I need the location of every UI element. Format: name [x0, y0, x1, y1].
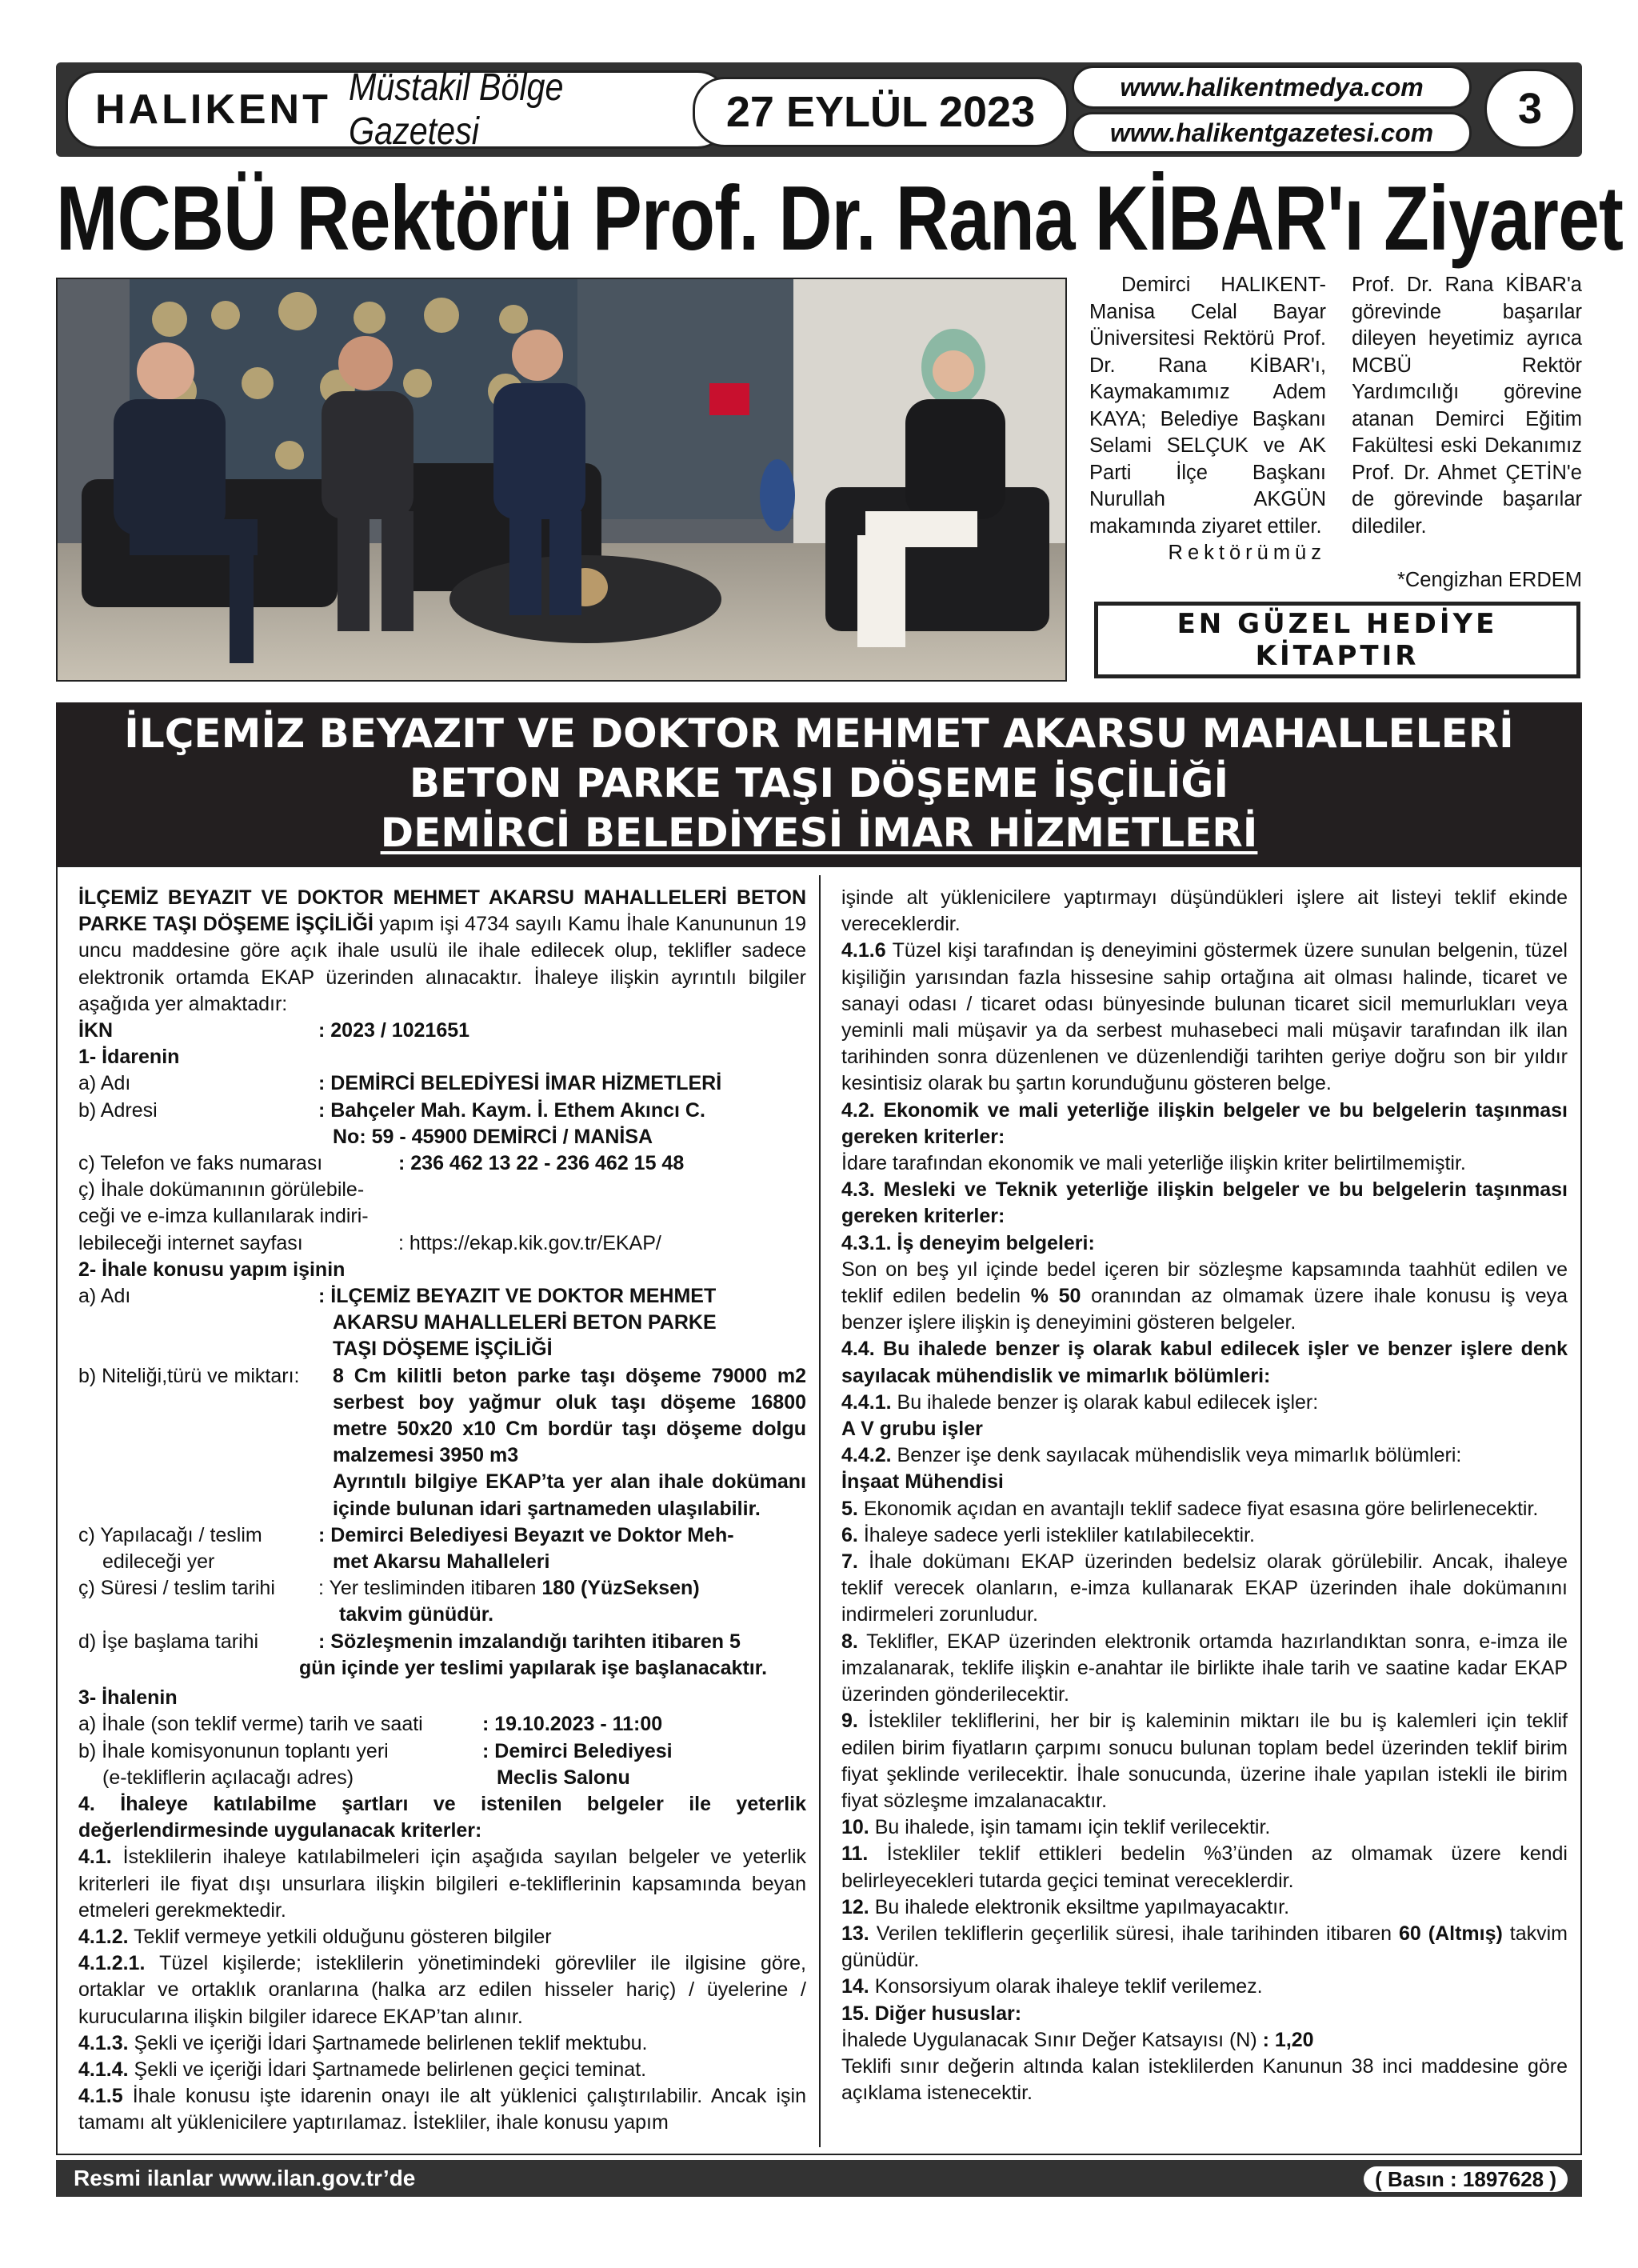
website-link-2[interactable]: www.halikentgazetesi.com: [1072, 112, 1472, 154]
tender-banner: [56, 702, 1582, 866]
tender-banner-authority: DEMİRCİ BELEDİYESİ İMAR HİZMETLERİ: [380, 810, 1258, 856]
book-gift-line-2: KİTAPTIR: [1255, 640, 1420, 672]
news-photo: [56, 278, 1067, 682]
news-headline: MCBÜ Rektörü Prof. Dr. Rana KİBAR'ı Ziyaret: [56, 168, 1624, 270]
section-1-title: 1- İdarenin: [78, 1046, 180, 1069]
masthead: [56, 62, 1582, 157]
ekap-link[interactable]: : https://ekap.kik.gov.tr/EKAP/: [398, 1231, 661, 1254]
issue-date: 27 EYLÜL 2023: [693, 77, 1069, 147]
paper-subtitle: Müstakil Bölge Gazetesi: [348, 66, 564, 153]
paper-name-box: [66, 66, 729, 153]
paper-name: HALIKENT: [95, 86, 331, 133]
news-column-1: [1089, 272, 1326, 567]
section-2-title: 2- İhale konusu yapım işinin: [78, 1258, 346, 1281]
page-number: 3: [1484, 69, 1576, 149]
website-link-1[interactable]: www.halikentmedya.com: [1072, 66, 1472, 109]
tender-notice: [56, 866, 1582, 2155]
footer-bar: [56, 2160, 1582, 2197]
book-gift-box: [1094, 602, 1580, 678]
news-paragraph-1: Demirci HALIKENT- Manisa Celal Bayar Üniversitesi Rektörü Prof. Dr. Rana KİBAR'ı, Kaymakamımız Adem KAYA; Belediye Başkanı Selami SELÇUK ve AK Parti İlçe Başkanı Nurullah AKGÜN makamında ziyaret ettiler.: [1089, 274, 1326, 538]
tender-banner-title-2: BETON PARKE TAŞI DÖŞEME İŞÇİLİĞİ: [409, 760, 1229, 806]
book-gift-line-1: EN GÜZEL HEDİYE: [1177, 608, 1498, 640]
news-photo-illustration: [58, 279, 1067, 682]
tender-column-right: işinde alt yüklenicilere yaptırmayı düşündükleri işlere ait listeyi teklif ekinde vereceklerdir. 4.1.6 Tüzel kişi tarafından iş deneyimini göstermek üzere sunulan belgenin, tüzel kişiliğin yarısından fazla hissesine sahip ortağına ait olması halinde, ticaret ve sanayi odası / ticaret odası bünyesinde bulunan ticaret sicil memurlukları veya yeminli mali müşavir ya da serbest muhasebeci mali müşavir tarafından ilk ilan tarihinden sonra düzenlenen ve düzenlendiği tarihten geriye doğru son bir yıldır kesintisiz olarak bu şartın korunduğunu gösteren belge. 4.2. Ekonomik ve mali yeterliğe ilişkin belgeler ve bu belgelerin taşınması gereken kriterler: İdare tarafından ekonomik ve mali yeterliğe ilişkin kriter belirtilmemiştir. 4.3. Mesleki ve Teknik yeterliğe ilişkin belgeler ve bu belgelerin taşınması gereken kriterler: 4.3.1. İş deneyim belgeleri: Son on beş yıl içinde bedel içeren bir sözleşme kapsamında taahhüt edilen ve teklif edilen bedelin % 50 oranından az olmamak üzere ihale konusu iş veya benzer işlere ilişkin iş deneyimini gösteren belgeler. 4.4. Bu ihalede benzer iş olarak kabul edilecek işler ve benzer işlere denk sayılacak mühendislik ve mimarlık bölümleri: 4.4.1. Bu ihalede benzer iş olarak kabul edilecek işler: A V grubu işler 4.4.2. Benzer işe denk sayılacak mühendislik veya mimarlık bölümleri: İnşaat Mühendisi 5. Ekonomik açıdan en avantajlı teklif sadece fiyat esasına göre belirlenecektir. 6. İhaleye sadece yerli istekliler katılabilecektir. 7. İhale dokümanı EKAP üzerinden bedelsiz olarak görülebilir. Ancak, ihaleye teklif verecek olanların, e-imza kullanarak EKAP üzerinden ihale dokümanını indirmeleri zorunludur. 8. Teklifler, EKAP üzerinden elektronik ortamda hazırlandıktan sonra, e-imza ile imzalanarak, teklife ilişkin e-anahtar ile birlikte ihale tarih ve saatine kadar EKAP üzerinden gönderilecektir. 9. İstekliler tekliflerini, her bir iş kaleminin miktarı ile bu iş kalemleri için teklif edilen birim fiyatların çarpımı sonucu bulunan toplam bedel üzerinden teklif birim fiyat şeklinde verilecektir. İhale sonucunda, üzerine ihale yapılan istekli ile birim fiyat sözleşme imzalanacaktır. 10. Bu ihalede, işin tamamı için teklif verilecektir. 11. İstekliler teklif ettikleri bedelin %3’ünden az olmamak üzere kendi belirleyecekleri tutarda geçici teminat vereceklerdir. 12. Bu ihalede elektronik eksiltme yapılmayacaktır. 13. Verilen tekliflerin geçerlilik süresi, ihale tarihinden itibaren 60 (Altmış) takvim günüdür. 14. Konsorsiyum olarak ihaleye teklif verilemez. 15. Diğer hususlar: İhalede Uygulanacak Sınır Değer Katsayısı (N) : 1,20 Teklifi sınır değerin altında kalan isteklilerden Kanunun 38 inci maddesine göre açıklama istenecektir.: [841, 886, 1568, 2105]
news-paragraph-1-tail: Rektörümüz: [1168, 542, 1326, 564]
news-signature: *Cengizhan ERDEM: [1396, 569, 1582, 591]
tender-banner-title-1: İLÇEMİZ BEYAZIT VE DOKTOR MEHMET AKARSU MAHALLELERİ: [124, 710, 1514, 757]
tender-column-left: İLÇEMİZ BEYAZIT VE DOKTOR MEHMET AKARSU MAHALLELERİ BETON PARKE TAŞI DÖŞEME İŞÇİLİĞİ yapım işi 4734 sayılı Kamu İhale Kanununun 19 uncu maddesine göre açık ihale usulü ile ihale edilecek olup, teklifler sadece elektronik ortamda EKAP üzerinden alınacaktır. İhaleye ilişkin ayrıntılı bilgiler aşağıda yer almaktadır: İKN : 2023 / 1021651 1- İdarenin a) Adı : DEMİRCİ BELEDİYESİ İMAR HİZMETLERİ b) Adresi : Bahçeler Mah. Kaym. İ. Ethem Akıncı C. No: 59 - 45900 DEMİRCİ / MANİSA c) Telefon ve faks numarası : 236 462 13 22 - 236 462 15 48 ç) İhale dokümanının görülebile- ceği ve e-imza kullanılarak indiri- lebileceği internet sayfası : https://ekap.kik.gov.tr/EKAP/ 2- İhale konusu yapım işinin a) Adı : İLÇEMİZ BEYAZIT VE DOKTOR MEHMET AKARSU MAHALLELERİ BETON PARKE TAŞI DÖŞEME İŞÇİLİĞİ b) Niteliği,türü ve miktarı: 8 Cm kilitli beton parke taşı döşeme 79000 m2 serbest boy yağmur oluk taşı döşeme 16800 metre 50x20 x10 Cm bordür taşı döşeme dolgu malzemesi 3950 m3 Ayrıntılı bilgiye EKAP’ta yer alan ihale dokümanı içinde bulunan idari şartnameden ulaşılabilir. c) Yapılacağı / teslim : Demirci Belediyesi Beyazıt ve Doktor Meh- edileceği yer met Akarsu Mahalleleri ç) Süresi / teslim tarihi : Yer tesliminden itibaren 180 (YüzSeksen) takvim günüdür. d) İşe başlama tarihi : Sözleşmenin imzalandığı tarihten itibaren 5 gün içinde yer teslimi yapılarak işe başlanacaktır. 3- İhalenin a) İhale (son teklif verme) tarih ve saati : 19.10.2023 - 11:00 b) İhale komisyonunun toplantı yeri : Demirci Belediyesi (e-tekliflerin açılacağı adres) Meclis Salonu 4. İhaleye katılabilme şartları ve istenilen belgeler ile yeterlik değerlendirmesinde uygulanacak kriterler: 4.1. İsteklilerin ihaleye katılabilmeleri için aşağıda sayılan belgeler ve yeterlik kriterleri ile fiyat dışı unsurlara ilişkin bilgileri e-tekliflerinin kapsamında beyan etmeleri gerekmektedir. 4.1.2. Teklif vermeye yetkili olduğunu gösteren bilgiler 4.1.2.1. Tüzel kişilerde; isteklilerin yönetimindeki görevliler ile ilgisine göre, ortaklar ve ortaklık oranlarına (halka arz edilen hisseler hariç) / üyelerine / kurucularına ilişkin bilgiler idarece EKAP’tan alınır. 4.1.3. Şekli ve içeriği İdari Şartnamede belirlenen teklif mektubu. 4.1.4. Şekli ve içeriği İdari Şartnamede belirlenen geçici teminat. 4.1.5 İhale konusu işte idarenin onayı ile alt yüklenici çalıştırılabilir. Ancak işin tamamı alt yüklenicilere yaptırılamaz. İstekliler, ihale konusu yapım: [78, 886, 807, 2134]
official-ads-link[interactable]: Resmi ilanlar www.ilan.gov.tr’de: [74, 2166, 416, 2190]
ikn-row: İKN : 2023 / 1021651: [78, 1019, 470, 1042]
tender-intro: İLÇEMİZ BEYAZIT VE DOKTOR MEHMET AKARSU MAHALLELERİ BETON PARKE TAŞI DÖŞEME İŞÇİLİĞİ yapım işi 4734 sayılı Kamu İhale Kanununun 19 uncu maddesine göre açık ihale usulü ile ihale edilecek olup, teklifler sadece elektronik ortamda EKAP üzerinden alınacaktır. İhaleye ilişkin ayrıntılı bilgiler aşağıda yer almaktadır:: [78, 886, 806, 1015]
news-paragraph-2: Prof. Dr. Rana KİBAR'a görevinde başarılar dileyen heyetimiz ayrıca MCBÜ Rektör Yardımcılığı görevine atanan Demirci Eğitim Fakültesi eski Dekanımız Prof. Dr. Ahmet ÇETİN'e de görevinde başarılar dilediler.: [1352, 274, 1582, 538]
column-divider: [819, 875, 821, 2147]
section-4-title: 4. İhaleye katılabilme şartları ve istenilen belgeler ile yeterlik değerlendirmesinde uygulanacak kriterler:: [78, 1792, 806, 1842]
news-column-2: [1352, 272, 1582, 594]
section-3-title: 3- İhalenin: [78, 1686, 178, 1710]
press-code: ( Basın : 1897628 ): [1364, 2166, 1568, 2192]
